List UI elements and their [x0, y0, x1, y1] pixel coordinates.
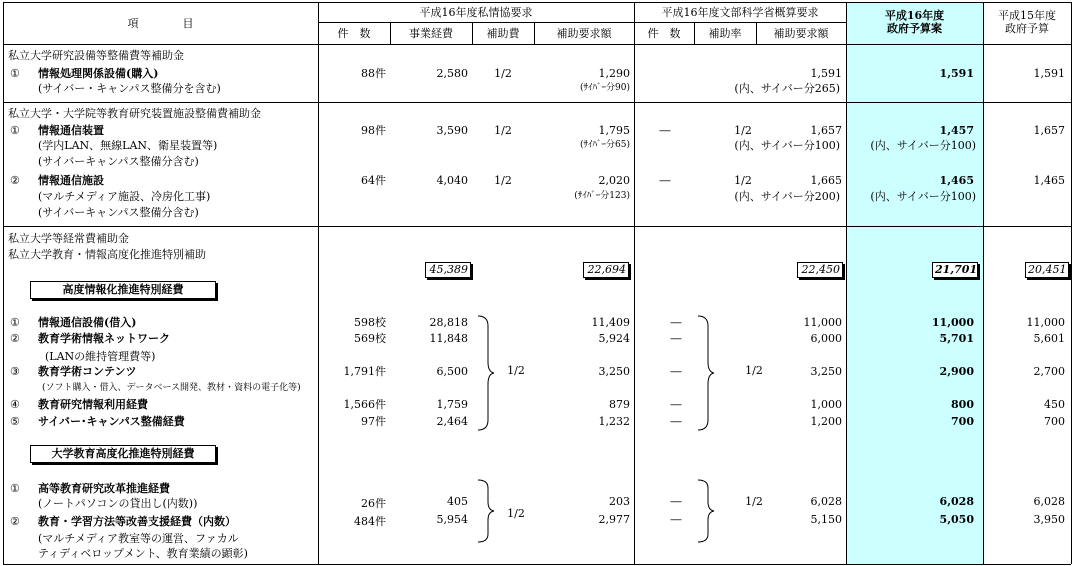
cell-gov-budget: 1,465 — [939, 174, 974, 187]
cell-count: 97件 — [361, 415, 386, 428]
cell-request: 1,232 — [598, 415, 630, 428]
header-bottom-rule — [3, 44, 1071, 45]
brace-left-b — [476, 478, 496, 544]
cell-cost: 4,040 — [436, 174, 468, 187]
row-divider — [3, 226, 1071, 227]
cell-rate: 1/2 — [494, 67, 512, 80]
item-name: 教育・学習方法等改善支援経費（内数） — [38, 515, 236, 528]
col-rule — [1071, 2, 1072, 564]
header-count-2: 件 数 — [647, 27, 681, 40]
cell-request-note: (ｻｲﾊﾞｰ分123) — [574, 191, 630, 201]
cell-gov-budget: 800 — [951, 398, 974, 411]
cell-count: 1,791件 — [343, 365, 386, 378]
shared-rate: 1/2 — [507, 507, 525, 520]
total-request-box: 22,694 — [583, 262, 629, 278]
total-mext-box: 22,450 — [797, 262, 843, 278]
item-note: (ソフト購入・借入、データベース開発、教材・資料の電子化等) — [42, 383, 301, 393]
cell-prev-budget: 1,657 — [1033, 124, 1065, 137]
cell-dash: ― — [659, 174, 671, 187]
item-number: ② — [10, 332, 20, 345]
total-cost-box: 45,389 — [425, 262, 471, 278]
cell-gov-budget: 700 — [951, 415, 974, 428]
cell-mext-request: 5,150 — [810, 513, 842, 526]
cell-mext-request: 1,665 — [810, 174, 842, 187]
cell-count: 88件 — [361, 67, 386, 80]
col-rule — [318, 2, 319, 564]
cell-mext-request: 1,000 — [810, 398, 842, 411]
header-item: 項 目 — [127, 17, 194, 30]
cell-request-note: (ｻｲﾊﾞｰ分90) — [580, 83, 630, 93]
header-subsidy: 補助費 — [486, 27, 520, 40]
cell-gov-budget: 11,000 — [931, 316, 974, 329]
shared-rate-2: 1/2 — [745, 495, 763, 508]
col-rule — [3, 2, 4, 564]
table-border-top — [3, 2, 1071, 3]
header-mext-request: 平成16年度文部科学省概算要求 — [661, 6, 819, 19]
cell-count: 598校 — [354, 316, 386, 329]
header-cost: 事業経費 — [409, 27, 453, 40]
cell-gov-budget: 1,457 — [939, 124, 974, 137]
item-name: 高等教育研究改革推進経費 — [38, 482, 170, 495]
cell-cost: 28,818 — [429, 316, 468, 329]
item-number: ④ — [10, 398, 20, 411]
cell-rate-2: 1/2 — [734, 124, 752, 137]
cell-mext-note: (内、サイバー分265) — [734, 82, 840, 95]
cell-gov-budget: 5,050 — [939, 513, 974, 526]
item-name: 教育学術情報ネットワーク — [38, 332, 170, 345]
brace-right-b — [696, 478, 716, 544]
header-private-request: 平成16年度私情協要求 — [419, 6, 533, 19]
item-number: ① — [10, 316, 20, 329]
cell-mext-request: 1,657 — [810, 124, 842, 137]
cell-cost: 5,954 — [436, 513, 468, 526]
cell-gov-budget: 5,701 — [939, 332, 974, 345]
cell-count: 98件 — [361, 124, 386, 137]
cell-dash: ― — [670, 332, 682, 345]
header-prev-budget: 平成15年度 政府予算 — [998, 9, 1056, 35]
item-number: ① — [10, 67, 20, 80]
cell-prev-budget: 2,700 — [1033, 365, 1065, 378]
brace-right-a — [696, 314, 716, 432]
cell-prev-budget: 3,950 — [1033, 513, 1065, 526]
item-name: 情報通信施設 — [38, 174, 104, 187]
item-note: (マルチメディア教室等の運営、ファカル — [38, 532, 239, 545]
cell-request: 11,409 — [591, 316, 630, 329]
item-number: ② — [10, 174, 20, 187]
item-note: (サイバー・キャンパス整備分を含む) — [38, 82, 221, 95]
item-name: 情報処理関係設備(購入) — [38, 67, 159, 80]
col-rule — [983, 2, 984, 564]
cell-count: 484件 — [354, 515, 386, 528]
brace-left-a — [476, 314, 496, 432]
cell-prev-budget: 6,028 — [1033, 495, 1065, 508]
cell-mext-request: 1,591 — [810, 67, 842, 80]
cell-rate: 1/2 — [494, 124, 512, 137]
cell-dash: ― — [659, 124, 671, 137]
total-prev-box: 20,451 — [1025, 262, 1069, 278]
subsection-heading: 大学教育高度化推進特別経費 — [30, 445, 216, 463]
cell-cost: 405 — [447, 495, 468, 508]
cell-count: 569校 — [354, 332, 386, 345]
section-title: 私立大学・大学院等教育研究装置施設整備費補助金 — [8, 107, 261, 120]
table-border-bottom — [3, 564, 1071, 565]
cell-mext-request: 6,028 — [810, 495, 842, 508]
item-number: ① — [10, 482, 20, 495]
cell-count: 26件 — [361, 497, 386, 510]
cell-request: 5,924 — [598, 332, 630, 345]
cell-mext-note: (内、サイバー分200) — [734, 190, 840, 203]
cell-rate-2: 1/2 — [734, 174, 752, 187]
item-note: (LANの維持管理費等) — [45, 350, 156, 363]
total-gov-box: 21,701 — [932, 262, 978, 278]
cell-count: 1,566件 — [343, 398, 386, 411]
section-title: 私立大学等経常費補助金 — [8, 232, 129, 245]
item-name: 情報通信設備(借入) — [38, 316, 137, 329]
cell-request-note: (ｻｲﾊﾞｰ分65) — [580, 140, 630, 150]
cell-prev-budget: 450 — [1044, 398, 1065, 411]
section-title: 私立大学研究設備等整備費等補助金 — [8, 49, 184, 62]
header-gov-budget: 平成16年度 政府予算案 — [884, 9, 945, 35]
item-name: サイバー･キャンパス整備経費 — [38, 415, 185, 428]
cell-mext-note: (内、サイバー分100) — [734, 139, 840, 152]
item-note: (学内LAN、無線LAN、衛星装置等) — [38, 139, 218, 152]
item-number: ③ — [10, 365, 20, 378]
item-name: 情報通信装置 — [38, 124, 104, 137]
item-number: ② — [10, 515, 20, 528]
cell-cost: 1,759 — [436, 398, 468, 411]
shared-rate: 1/2 — [507, 364, 525, 377]
item-name: 教育学術コンテンツ — [38, 365, 137, 378]
item-note: (マルチメディア施設、冷房化工事) — [38, 190, 211, 203]
cell-prev-budget: 5,601 — [1033, 332, 1065, 345]
cell-prev-budget: 11,000 — [1026, 316, 1065, 329]
cell-request: 2,020 — [598, 174, 630, 187]
cell-cost: 11,848 — [429, 332, 468, 345]
cell-dash: ― — [670, 495, 682, 508]
header-subdivider — [318, 22, 846, 23]
item-number: ① — [10, 124, 20, 137]
cell-gov-budget: 2,900 — [939, 365, 974, 378]
subsection-heading: 高度情報化推進特別経費 — [30, 281, 216, 299]
cell-cost: 3,590 — [436, 124, 468, 137]
cell-prev-budget: 700 — [1044, 415, 1065, 428]
section-subtitle: 私立大学教育・情報高度化推進特別補助 — [8, 248, 206, 261]
cell-mext-request: 3,250 — [810, 365, 842, 378]
cell-request: 1,795 — [598, 124, 630, 137]
cell-request: 1,290 — [598, 67, 630, 80]
cell-cost: 6,500 — [436, 365, 468, 378]
shared-rate-2: 1/2 — [745, 364, 763, 377]
cell-dash: ― — [670, 398, 682, 411]
cell-request: 203 — [609, 495, 630, 508]
col-rule — [846, 2, 847, 564]
cell-dash: ― — [670, 415, 682, 428]
item-name: 教育研究情報利用経費 — [38, 398, 148, 411]
cell-count: 64件 — [361, 174, 386, 187]
cell-dash: ― — [670, 365, 682, 378]
item-note: (ノートパソコンの貸出し(内数)) — [38, 497, 198, 510]
item-note: (サイバーキャンパス整備分含む) — [38, 206, 199, 219]
row-divider — [3, 102, 1071, 103]
header-request: 補助要求額 — [556, 27, 612, 40]
header-request-2: 補助要求額 — [773, 27, 829, 40]
cell-gov-budget: 1,591 — [939, 67, 974, 80]
item-number: ⑤ — [10, 415, 20, 428]
cell-cost: 2,464 — [436, 415, 468, 428]
cell-gov-note: (内、サイバー分100) — [870, 190, 976, 203]
cell-mext-request: 6,000 — [810, 332, 842, 345]
cell-gov-note: (内、サイバー分100) — [870, 139, 976, 152]
cell-gov-budget: 6,028 — [939, 495, 974, 508]
cell-request: 879 — [609, 398, 630, 411]
header-rate-2: 補助率 — [708, 27, 742, 40]
cell-mext-request: 11,000 — [803, 316, 842, 329]
cell-dash: ― — [670, 513, 682, 526]
header-count: 件 数 — [337, 27, 371, 40]
cell-request: 2,977 — [598, 513, 630, 526]
cell-request: 3,250 — [598, 365, 630, 378]
col-rule — [634, 2, 635, 564]
gov-budget-column-highlight — [846, 2, 983, 564]
item-note: ティディベロップメント、教育業績の顕彰) — [38, 547, 248, 560]
item-note: (サイバーキャンパス整備分含む) — [38, 155, 199, 168]
cell-cost: 2,580 — [436, 67, 468, 80]
cell-prev-budget: 1,591 — [1033, 67, 1065, 80]
cell-mext-request: 1,200 — [810, 415, 842, 428]
cell-prev-budget: 1,465 — [1033, 174, 1065, 187]
cell-rate: 1/2 — [494, 174, 512, 187]
cell-dash: ― — [670, 316, 682, 329]
